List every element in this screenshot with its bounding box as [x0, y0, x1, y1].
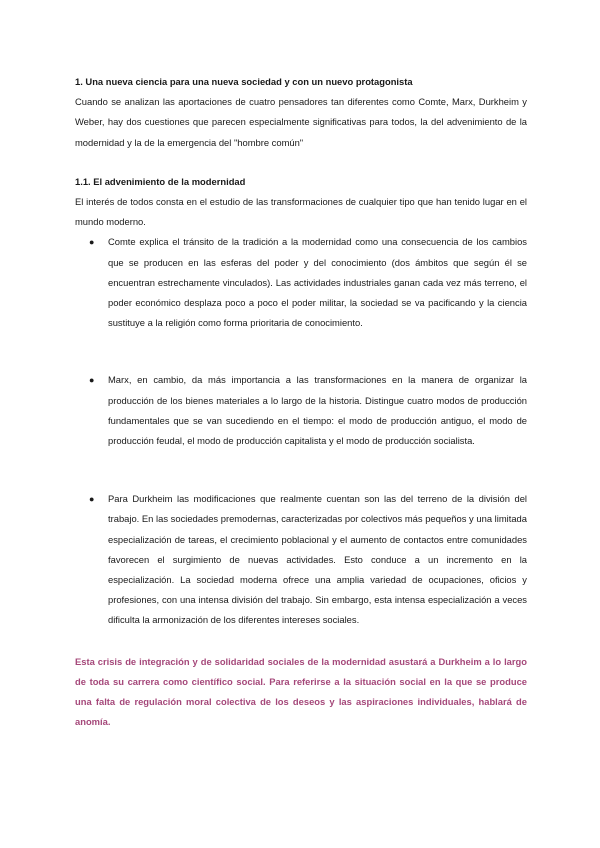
list-item-text: Comte explica el tránsito de la tradición a la modernidad como una consecuencia de los cambios que se producen en las esferas del poder y del conocimiento (dos ámbitos que según él se encuentran estrechamente vinculados). Las actividades industriales ganan cada vez más terreno, el poder económico desplaza poco a poco el poder militar, la sociedad se va pacificando y la ciencia sustituye a la religión como forma prioritaria de conocimiento. — [108, 236, 527, 329]
anomia-highlight-paragraph: Esta crisis de integración y de solidaridad sociales de la modernidad asustará a Durkheim a lo largo de toda su carrera como científico social. Para referirse a la situación social en la que se produce una falta de regulación moral colectiva de los deseos y las aspiraciones individuales, hablará de anomía. — [75, 655, 527, 728]
intro-paragraph: Cuando se analizan las aportaciones de cuatro pensadores tan diferentes como Comte, Marx, Durkheim y Weber, hay dos cuestiones que parecen especialmente significativas para todos, la del advenimiento de la modernidad y la de la emergencia del "hombre común" — [75, 96, 527, 148]
bullet-icon: ● — [89, 375, 95, 386]
spacer — [75, 451, 527, 489]
list-item-marx — [75, 370, 527, 451]
list-item-comte — [75, 232, 527, 333]
spacer — [75, 631, 527, 652]
thinkers-list — [75, 232, 527, 630]
spacer — [75, 153, 527, 172]
spacer — [75, 333, 527, 370]
list-item-durkheim — [75, 489, 527, 630]
bullet-icon: ● — [89, 237, 95, 248]
section-heading-1-1: 1.1. El advenimiento de la modernidad — [75, 175, 246, 187]
modernity-paragraph: El interés de todos consta en el estudio de las transformaciones de cualquier tipo que han tenido lugar en el mundo moderno. — [75, 196, 527, 228]
list-item-text: Para Durkheim las modificaciones que realmente cuentan son las del terreno de la división del trabajo. En las sociedades premodernas, caracterizadas por colectivos más pequeños y una limitada especialización de tareas, el crecimiento poblacional y el aumento de contactos entre comunidades favorecen el surgimiento de nuevas actividades. Esto conduce a un incremento en la especialización. La sociedad moderna ofrece una amplia variedad de ocupaciones, oficios y profesiones, con una intensa división del trabajo. Sin embargo, esta intensa especialización a veces dificulta la armonización de los diferentes intereses sociales. — [108, 493, 527, 626]
document-content — [75, 72, 527, 732]
bullet-icon: ● — [89, 494, 95, 505]
list-item-text: Marx, en cambio, da más importancia a las transformaciones en la manera de organizar la producción de los bienes materiales a lo largo de la historia. Distingue cuatro modos de producción fundamentales que se van sucediendo en el tiempo: el modo de producción antiguo, el modo de producción feudal, el modo de producción capitalista y el modo de producción socialista. — [108, 374, 527, 447]
section-heading-1: 1. Una nueva ciencia para una nueva sociedad y con un nuevo protagonista — [75, 76, 413, 87]
